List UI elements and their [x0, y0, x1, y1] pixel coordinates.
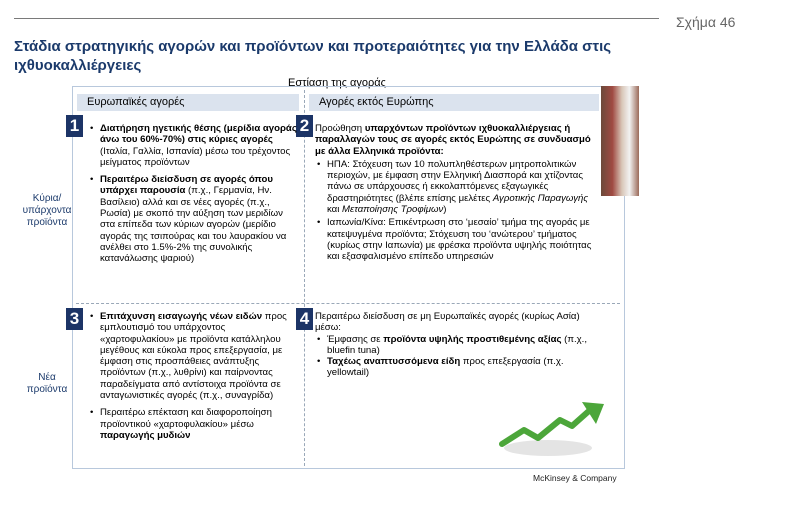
bold-text: υπαρχόντων προϊόντων ιχθυοκαλλιέργειας ή παραλλαγών τους σε αγορές εκτός Ευρώπης σε συνδυασμό με άλλα Ελληνικά προϊόντα:: [315, 123, 591, 157]
quadrant-4-intro: Περαιτέρω διείσδυση σε μη Ευρωπαϊκές αγορές (κυρίως Ασία) μέσω:: [315, 311, 580, 334]
text: ΗΠΑ: Στόχευση των 10 πολυπληθέστερων μητροπολιτικών περιοχών, με έμφαση στην Ελληνική Διασπορά και χτίζοντας πάνω σε υπάρχουσες ή εκκολαπτόμενες εξαγωγικές δραστηριότητες (βλέπε επίσης μελέτες: [327, 158, 583, 204]
growth-arrow-icon: [498, 400, 610, 460]
row-label-line: προϊόντα: [26, 217, 68, 228]
quadrant-2-intro: [315, 123, 603, 157]
quadrant-number-1: 1: [66, 115, 83, 137]
row-label-new-products: [18, 372, 76, 396]
axis-top-label: Εστίαση της αγοράς: [288, 77, 386, 89]
list-item: [315, 159, 603, 215]
quadrant-4-content: [315, 311, 600, 385]
top-rule: [14, 18, 659, 19]
quadrant-3-content: [88, 311, 298, 447]
text: προς επεξεργασία (π.χ. yellowtail): [327, 356, 564, 379]
list-item: [315, 217, 603, 262]
bold-text: παραγωγής μυδιών: [100, 429, 191, 441]
text: Περαιτέρω επέκταση και διαφοροποίηση προϊοντικού «χαρτοφυλακίου» μέσω: [100, 407, 272, 430]
row-label-line: Νέα: [38, 372, 56, 383]
quadrant-number-2: 2: [296, 115, 313, 137]
text: (Ιταλία, Γαλλία, Ισπανία) μέσω του τρέχοντος μείγματος προϊόντων: [100, 145, 291, 168]
row-label-line: Κύρια/: [32, 193, 62, 204]
row-label-existing-products: [18, 193, 76, 229]
text: Προώθηση: [315, 123, 365, 134]
text: Ιαπωνία/Κίνα: Επικέντρωση στο ‘μεσαίο’ τμήμα της αγοράς με κατεψυγμένα προϊόντα; Στόχευση του ‘ανώτερου’ τμήματος (κυρίως στην Ιαπωνία) με φρέσκα προϊόντα υψηλής ποιότητας και εξασφαλισμένο επίπεδο υπηρεσιών: [327, 217, 592, 263]
bold-text: Διατήρηση ηγετικής θέσης (μερίδια αγοράς άνω του 60%-70%) στις κύριες αγορές: [100, 123, 297, 146]
text: (π.χ., bluefin tuna): [327, 333, 588, 356]
row-label-line: προϊόντα: [26, 384, 68, 395]
mckinsey-logo: McKinsey & Company: [533, 473, 617, 483]
quadrant-1-content: [88, 123, 298, 271]
quadrant-number-3: 3: [66, 308, 83, 330]
text: Έμφασης σε: [327, 333, 384, 345]
figure-label: Σχήμα 46: [676, 14, 736, 30]
italic-text: Αγροτικής Παραγωγής: [492, 192, 588, 204]
italic-text: Μεταποίησης Τροφίμων: [342, 204, 444, 216]
text: και: [327, 204, 343, 216]
list-item: [315, 334, 600, 357]
row-label-line: υπάρχοντα: [22, 205, 72, 216]
bold-text: Επιτάχυνση εισαγωγής νέων ειδών: [100, 311, 263, 322]
seafood-photo: [601, 86, 639, 196]
quadrant-2-content: [315, 123, 603, 269]
bold-text: Ταχέως αναπτυσσόμενα είδη: [327, 356, 461, 368]
list-item: [88, 123, 298, 168]
text: (π.χ., Γερμανία, Ην. Βασίλειο) αλλά και σε νέες αγορές (π.χ., Ρωσία) με σκοπό την αύξηση των μεριδίων στα επίπεδα των κύριων αγορών (μερίδιο αγοράς της τσιπούρας και του λαυρακίου να ανέλθει στο 1.5%-2% της συνολικής κατανάλωσης ψαριού): [100, 185, 287, 265]
column-header-european: Ευρωπαϊκές αγορές: [77, 94, 299, 111]
text: ): [443, 204, 447, 216]
column-header-non-european: Αγορές εκτός Ευρώπης: [309, 94, 599, 111]
bold-text: προϊόντα υψηλής προστιθεμένης αξίας: [383, 333, 562, 345]
page-title: Στάδια στρατηγικής αγορών και προϊόντων και προτεραιότητες για την Ελλάδα στις ιχθυοκαλλιέργειες: [14, 38, 612, 74]
list-item: [88, 174, 298, 264]
text: προς εμπλουτισμό του υπάρχοντος «χαρτοφυλακίου» με προϊόντα κατάλληλου μεγέθους και εύκολα προς επεξεργασία, με έμφαση στις προσπάθειες ανάπτυξης προϊόντων (π.χ., λυθρίνι) και παίρνοντας παραδείγματα από αντίστοιχα προϊόντα σε ανταγωνιστικές αγορές (π.χ., συναγρίδα): [100, 311, 287, 402]
bold-text: Περαιτέρω διείσδυση σε αγορές όπου υπάρχει παρουσία: [100, 174, 273, 197]
list-item: [88, 407, 298, 441]
list-item: [315, 356, 600, 379]
vertical-divider: [304, 90, 305, 466]
horizontal-divider: [76, 303, 620, 304]
quadrant-number-4: 4: [296, 308, 313, 330]
list-item: [88, 311, 298, 401]
